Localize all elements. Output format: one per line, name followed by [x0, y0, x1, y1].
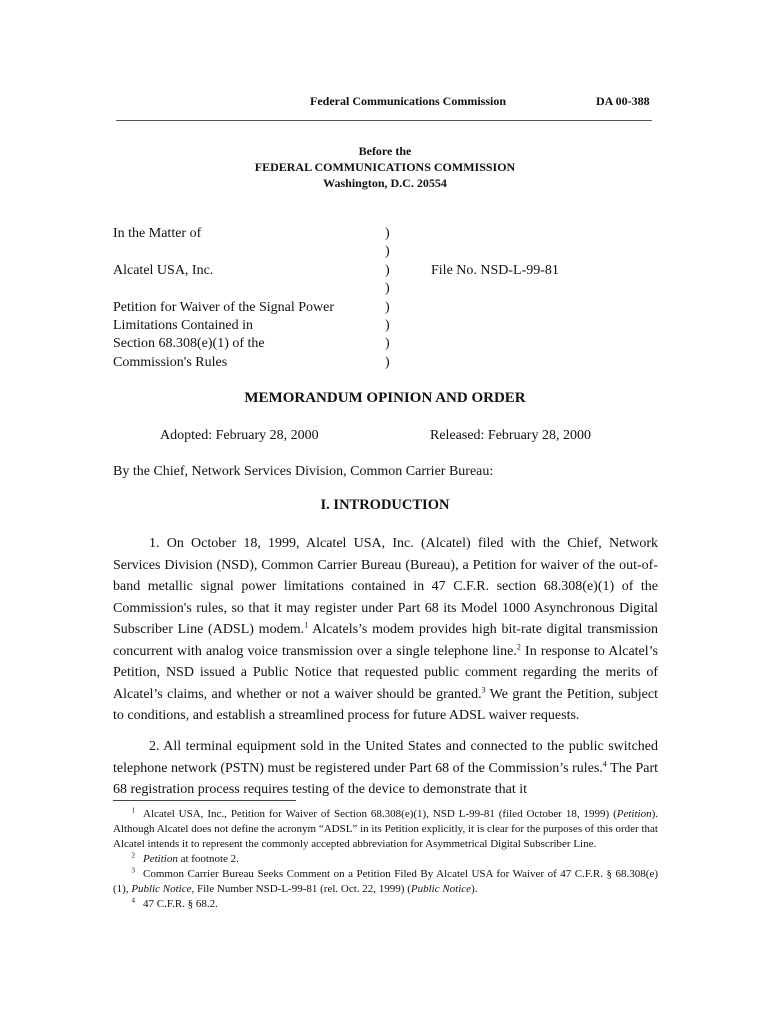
footnote-1: $^1$ Alcatel USA, Inc., Petition for Waiver of Section 68.308(e)(1), NSD L-99-81 (filed October 18, 1999) (Petition). Although Alcatel does not define the acronym “ADSL” in its Petition explicitly, it is clear for the purposes of this order that Alcatel intends it to represent the commonly accepted abbreviation for Asymmetrical Digital Subscriber Line. [113, 806, 658, 850]
caption-paren: ) [385, 262, 390, 278]
paragraph-1: 1. On October 18, 1999, Alcatel USA, Inc. (Alcatel) filed with the Chief, Network Services Division (NSD), Common Carrier Bureau (Bureau), a Petition for waiver of the out-of-band metallic signal power limitations contained in 47 C.F.R. section 68.308(e)(1) of the Commission's rules, so that it may register under Part 68 its Model 1000 Asynchronous Digital Subscriber Line (ADSL) modem.$^1$ Alcatels’s modem provides high bit-rate digital transmission concurrent with analog voice transmission over a single telephone line.$^2$ In response to Alcatel’s Petition, NSD issued a Public Notice that requested public comment regarding the merits of Alcatel’s claims, and whether or not a waiver should be granted.$^3$ We grant the Petition, subject to conditions, and establish a streamlined process for future ADSL waiver requests. [113, 536, 659, 723]
caption-petition-line: Section 68.308(e)(1) of the [113, 336, 265, 352]
caption-paren: ) [385, 244, 390, 260]
document-title: MEMORANDUM OPINION AND ORDER [244, 390, 526, 406]
before-line-3: Washington, D.C. 20554 [323, 176, 447, 190]
header-docket-number: DA 00-388 [596, 94, 650, 108]
footnote-ref-4[interactable]: 4 [602, 758, 607, 768]
caption-petition-line: Petition for Waiver of the Signal Power [113, 299, 335, 315]
caption-file-number: File No. NSD-L-99-81 [431, 262, 559, 278]
paragraph-2: 2. All terminal equipment sold in the United States and connected to the public switched telephone network (PSTN) must be registered under Part 68 of the Commission’s rules.$^4$ The Part 68 registration process requires testing of the device to demonstrate that it [113, 739, 658, 797]
footnote-4: $^4$ 47 C.F.R. § 68.2. [131, 896, 218, 910]
footnote-2: $^2$ Petition at footnote 2. [131, 851, 239, 865]
before-line-1: Before the [358, 144, 412, 158]
caption-paren: ) [385, 317, 390, 333]
caption-parentheses [385, 225, 395, 372]
footnote-ref-2[interactable]: 2 [516, 641, 521, 651]
before-block [0, 143, 770, 191]
caption-paren: ) [385, 226, 390, 241]
byline: By the Chief, Network Services Division, Common Carrier Bureau: [113, 464, 494, 479]
footnotes [113, 807, 658, 912]
footnote-divider [113, 800, 296, 801]
released-date: Released: February 28, 2000 [430, 428, 591, 443]
caption-petition-line: Commission's Rules [113, 354, 228, 370]
before-line-2: FEDERAL COMMUNICATIONS COMMISSION [254, 160, 516, 174]
caption-matter: In the Matter of [113, 226, 202, 241]
footnote-ref-1[interactable]: 1 [304, 620, 309, 630]
adopted-date: Adopted: February 28, 2000 [160, 428, 319, 443]
footnote-3: $^3$ Common Carrier Bureau Seeks Comment on a Petition Filed By Alcatel USA for Waiver of 47 C.F.R. § 68.308(e)(1), Public Notice, File Number NSD-L-99-81 (rel. Oct. 22, 1999) (Public Notice). [113, 866, 658, 895]
caption-party: Alcatel USA, Inc. [113, 262, 214, 278]
caption-left [113, 225, 373, 372]
section-heading: I. INTRODUCTION [320, 497, 450, 513]
header-agency: Federal Communications Commission [310, 94, 506, 108]
caption-paren: ) [385, 281, 390, 297]
caption-petition-line: Limitations Contained in [113, 317, 253, 333]
header-divider [116, 120, 652, 121]
caption-paren: ) [385, 299, 390, 315]
footnote-ref-3[interactable]: 3 [481, 684, 486, 694]
caption-paren: ) [385, 354, 390, 370]
caption-paren: ) [385, 336, 390, 352]
